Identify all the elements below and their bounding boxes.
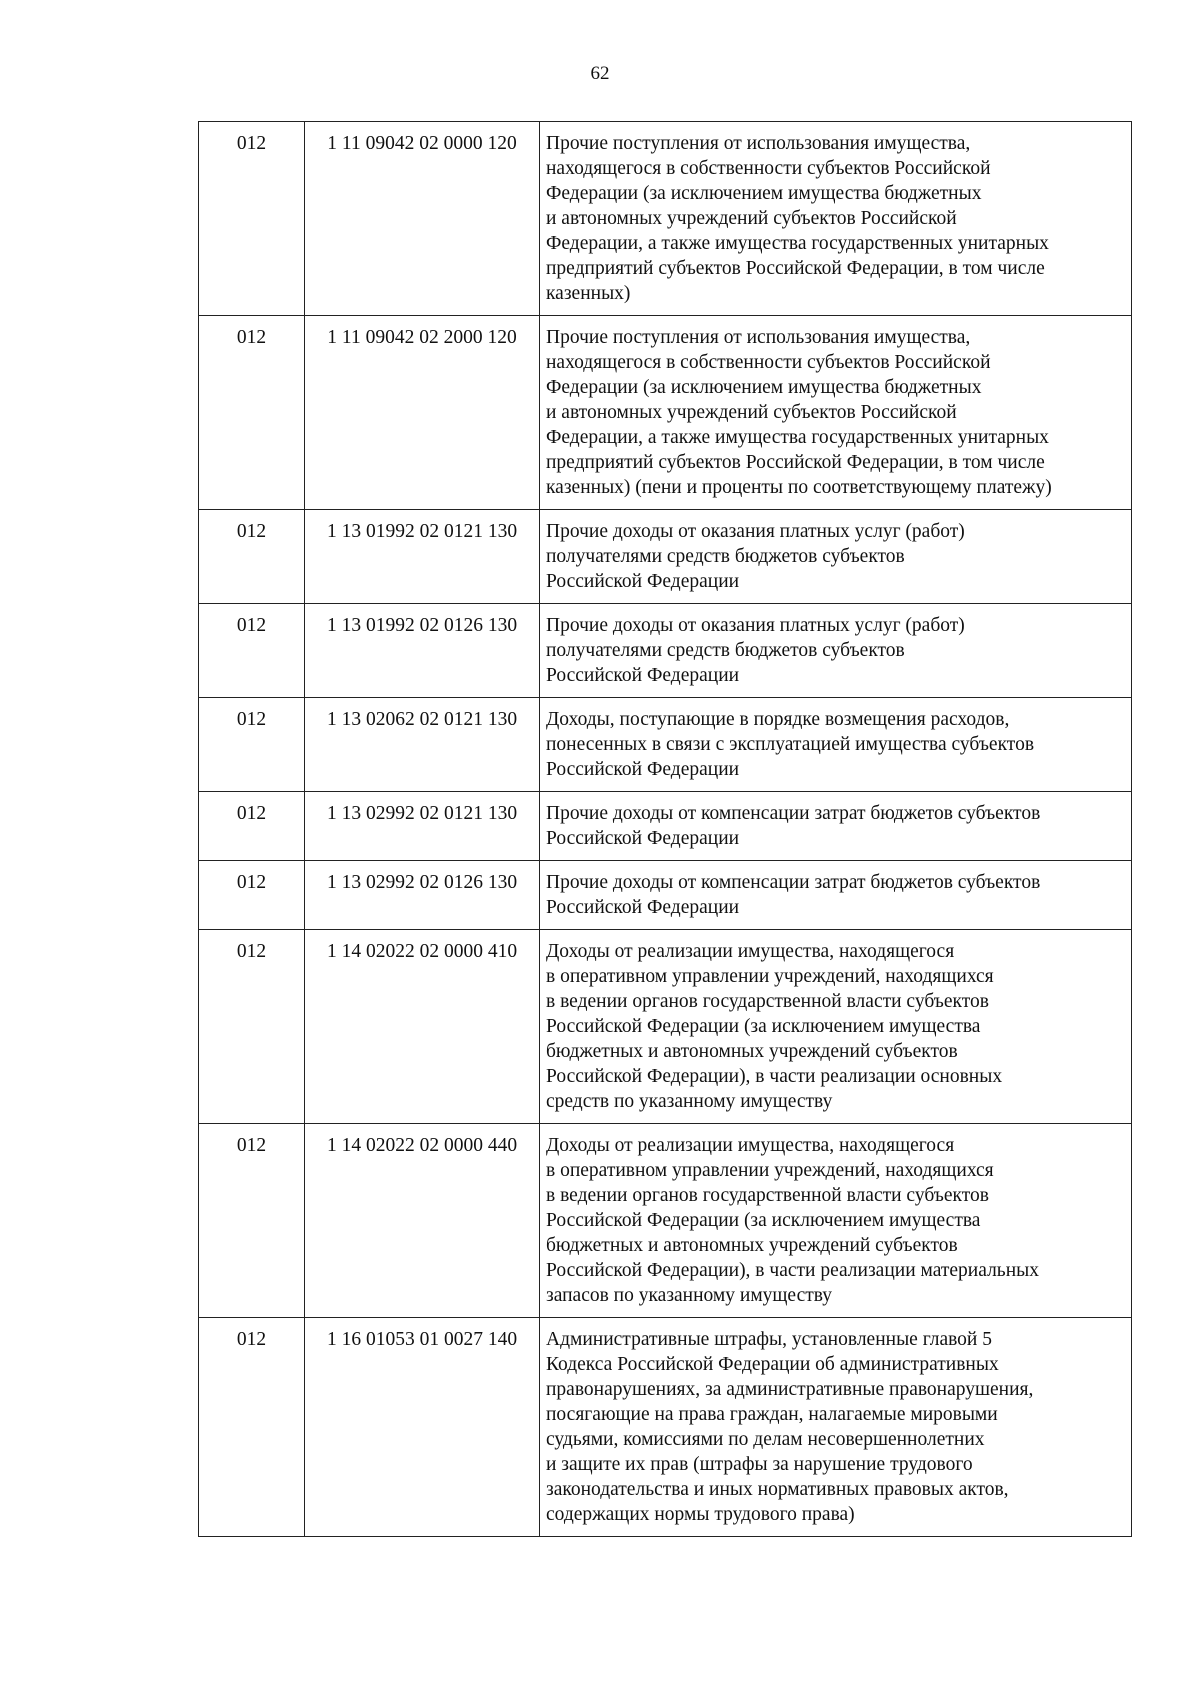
revenue-name-line: находящегося в собственности субъектов Российской [546, 352, 991, 373]
revenue-name-line: Российской Федерации [546, 571, 740, 592]
revenue-name-line: Российской Федерации [546, 828, 740, 849]
revenue-name-line: в оперативном управлении учреждений, находящихся [546, 966, 994, 987]
revenue-name-line: Прочие доходы от компенсации затрат бюджетов субъектов [546, 803, 1041, 824]
revenue-name-line: судьями, комиссиями по делам несовершеннолетних [546, 1429, 985, 1450]
budget-classification-code-cell: 1 13 01992 02 0126 130 [305, 604, 540, 698]
revenue-name-line: Российской Федерации (за исключением имущества [546, 1016, 981, 1037]
table-row [199, 316, 1132, 510]
admin-code-cell: 012 [199, 604, 305, 698]
revenue-name-line: находящегося в собственности субъектов Российской [546, 158, 991, 179]
revenue-name-line: Доходы от реализации имущества, находящегося [546, 941, 955, 962]
revenue-name-line: предприятий субъектов Российской Федерации, в том числе [546, 452, 1045, 473]
revenue-name-line: Федерации (за исключением имущества бюджетных [546, 377, 982, 398]
revenue-name-line: Прочие доходы от компенсации затрат бюджетов субъектов [546, 872, 1041, 893]
revenue-name-line: в ведении органов государственной власти субъектов [546, 991, 989, 1012]
table-row [199, 1124, 1132, 1318]
revenue-name-line: Прочие доходы от оказания платных услуг (работ) [546, 521, 965, 542]
revenue-name-cell [540, 604, 1132, 698]
budget-classification-code-cell: 1 11 09042 02 0000 120 [305, 122, 540, 316]
admin-code-cell: 012 [199, 122, 305, 316]
revenue-name-line: Кодекса Российской Федерации об административных [546, 1354, 999, 1375]
admin-code-cell: 012 [199, 930, 305, 1124]
revenue-name-cell [540, 510, 1132, 604]
table-row [199, 930, 1132, 1124]
admin-code-cell: 012 [199, 316, 305, 510]
revenue-name-line: Федерации, а также имущества государственных унитарных [546, 233, 1049, 254]
revenue-name-line: в оперативном управлении учреждений, находящихся [546, 1160, 994, 1181]
budget-classification-code-cell: 1 13 02992 02 0121 130 [305, 792, 540, 861]
revenue-name-cell [540, 861, 1132, 930]
admin-code-cell: 012 [199, 861, 305, 930]
revenue-name-cell [540, 316, 1132, 510]
revenue-name-line: и автономных учреждений субъектов Российской [546, 208, 957, 229]
revenue-name-line: понесенных в связи с эксплуатацией имущества субъектов [546, 734, 1035, 755]
revenue-name-line: Российской Федерации), в части реализации материальных [546, 1260, 1039, 1281]
revenue-name-line: бюджетных и автономных учреждений субъектов [546, 1235, 958, 1256]
admin-code-cell: 012 [199, 792, 305, 861]
table-row [199, 1318, 1132, 1537]
revenue-name-line: получателями средств бюджетов субъектов [546, 546, 905, 567]
revenue-name-cell [540, 792, 1132, 861]
table-body [199, 122, 1132, 1537]
budget-classification-code-cell: 1 14 02022 02 0000 440 [305, 1124, 540, 1318]
admin-code-cell: 012 [199, 1124, 305, 1318]
revenue-name-line: Административные штрафы, установленные главой 5 [546, 1329, 992, 1350]
revenue-name-line: в ведении органов государственной власти субъектов [546, 1185, 989, 1206]
revenue-name-line: Прочие поступления от использования имущества, [546, 133, 971, 154]
table-row [199, 604, 1132, 698]
budget-classification-code-cell: 1 13 02992 02 0126 130 [305, 861, 540, 930]
admin-code-cell: 012 [199, 510, 305, 604]
page-number: 62 [590, 63, 610, 84]
admin-code-cell: 012 [199, 1318, 305, 1537]
table-row [199, 698, 1132, 792]
admin-code-cell: 012 [199, 698, 305, 792]
revenue-name-line: и автономных учреждений субъектов Российской [546, 402, 957, 423]
revenue-name-cell [540, 698, 1132, 792]
revenue-name-line: бюджетных и автономных учреждений субъектов [546, 1041, 958, 1062]
revenue-name-line: и защите их прав (штрафы за нарушение трудового [546, 1454, 973, 1475]
table-row [199, 861, 1132, 930]
revenue-name-line: Российской Федерации [546, 759, 740, 780]
revenue-name-cell [540, 930, 1132, 1124]
revenue-name-line: Российской Федерации [546, 897, 740, 918]
revenue-name-line: средств по указанному имуществу [546, 1091, 833, 1112]
revenue-codes-table [198, 121, 1132, 1537]
revenue-name-line: казенных) (пени и проценты по соответствующему платежу) [546, 477, 1052, 498]
revenue-name-line: предприятий субъектов Российской Федерации, в том числе [546, 258, 1045, 279]
table-row [199, 792, 1132, 861]
revenue-name-line: запасов по указанному имуществу [546, 1285, 833, 1306]
revenue-name-line: Доходы от реализации имущества, находящегося [546, 1135, 955, 1156]
budget-classification-code-cell: 1 14 02022 02 0000 410 [305, 930, 540, 1124]
revenue-name-line: законодательства и иных нормативных правовых актов, [546, 1479, 1009, 1500]
revenue-name-line: Российской Федерации), в части реализации основных [546, 1066, 1003, 1087]
revenue-name-line: Российской Федерации (за исключением имущества [546, 1210, 981, 1231]
table-row [199, 510, 1132, 604]
revenue-name-line: Прочие поступления от использования имущества, [546, 327, 971, 348]
revenue-name-cell [540, 1318, 1132, 1537]
revenue-name-line: Федерации, а также имущества государственных унитарных [546, 427, 1049, 448]
revenue-name-cell [540, 1124, 1132, 1318]
revenue-name-line: посягающие на права граждан, налагаемые мировыми [546, 1404, 998, 1425]
revenue-name-line: Доходы, поступающие в порядке возмещения расходов, [546, 709, 1010, 730]
revenue-name-line: казенных) [546, 283, 631, 304]
revenue-name-line: Прочие доходы от оказания платных услуг (работ) [546, 615, 965, 636]
revenue-name-cell [540, 122, 1132, 316]
revenue-name-line: получателями средств бюджетов субъектов [546, 640, 905, 661]
revenue-name-line: Федерации (за исключением имущества бюджетных [546, 183, 982, 204]
budget-classification-code-cell: 1 16 01053 01 0027 140 [305, 1318, 540, 1537]
revenue-name-line: содержащих нормы трудового права) [546, 1504, 855, 1525]
budget-classification-code-cell: 1 13 01992 02 0121 130 [305, 510, 540, 604]
budget-classification-code-cell: 1 11 09042 02 2000 120 [305, 316, 540, 510]
revenue-name-line: правонарушениях, за административные правонарушения, [546, 1379, 1034, 1400]
table-row [199, 122, 1132, 316]
revenue-name-line: Российской Федерации [546, 665, 740, 686]
budget-classification-code-cell: 1 13 02062 02 0121 130 [305, 698, 540, 792]
